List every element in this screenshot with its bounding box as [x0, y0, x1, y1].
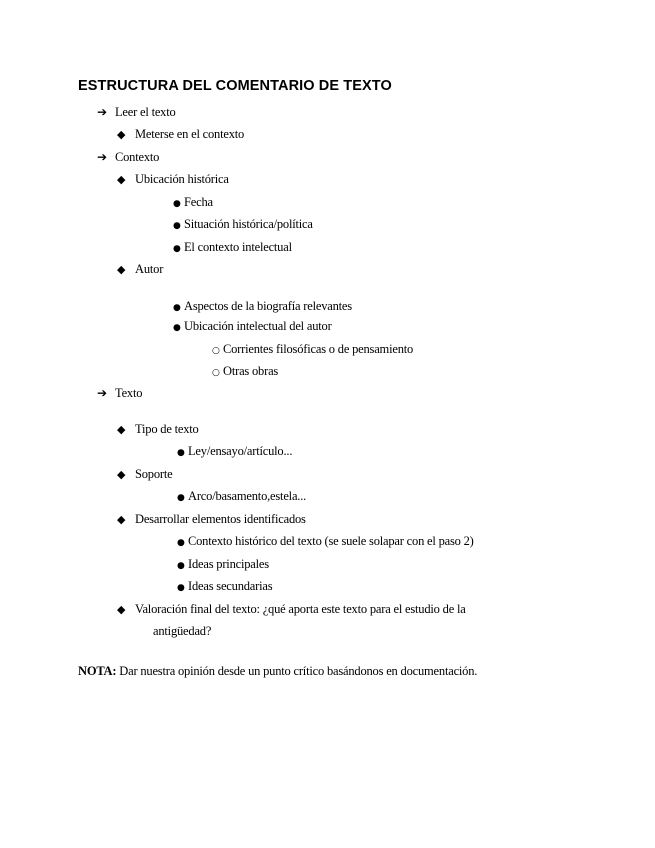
item-label: El contexto intelectual: [184, 240, 292, 254]
item-label: Corrientes filosóficas o de pensamiento: [223, 342, 414, 356]
list-item-desarrollar: [117, 511, 306, 528]
note-text: Dar nuestra opinión desde un punto crítico basándonos en documentación.: [116, 664, 478, 678]
item-label: Fecha: [184, 195, 213, 209]
diamond-bullet-icon: ◆: [117, 513, 126, 526]
dot-bullet-icon: ●: [177, 493, 185, 503]
diamond-bullet-icon: ◆: [117, 263, 126, 276]
item-label: Ideas principales: [188, 557, 269, 571]
arrow-bullet-icon: ➔: [97, 386, 107, 400]
item-label: Desarrollar elementos identificados: [135, 512, 306, 526]
list-item-autor: [117, 261, 163, 278]
diamond-bullet-icon: ◆: [117, 423, 126, 436]
diamond-bullet-icon: ◆: [117, 468, 126, 481]
item-label: Tipo de texto: [135, 422, 199, 436]
item-label: Autor: [135, 262, 164, 276]
dot-bullet-icon: ●: [173, 323, 181, 333]
document-title: ESTRUCTURA DEL COMENTARIO DE TEXTO: [78, 78, 392, 94]
list-item-ubicacion-intelectual: [173, 318, 332, 336]
item-label: Soporte: [135, 467, 173, 481]
item-label: Ubicación histórica: [135, 172, 229, 186]
item-label: Meterse en el contexto: [135, 127, 245, 141]
list-item-ideas-principales: [177, 556, 269, 574]
list-item-ley: [177, 443, 292, 461]
diamond-bullet-icon: ◆: [117, 173, 126, 186]
dot-bullet-icon: ●: [173, 303, 181, 313]
item-label: Arco/basamento,estela...: [188, 489, 307, 503]
item-label: Leer el texto: [115, 105, 176, 119]
list-item-arco: [177, 488, 306, 506]
list-item-texto: [97, 385, 142, 401]
list-item-meterse: [117, 126, 244, 143]
list-item-otras-obras: [212, 363, 278, 381]
list-item-valoracion: [117, 601, 466, 618]
list-item-situacion: [173, 216, 313, 234]
dot-bullet-icon: ●: [173, 221, 181, 231]
list-item-soporte: [117, 466, 173, 483]
item-label: Aspectos de la biografía relevantes: [184, 299, 352, 313]
item-label: Situación histórica/política: [184, 217, 313, 231]
list-item-fecha: [173, 194, 213, 212]
arrow-bullet-icon: ➔: [97, 105, 107, 119]
list-item-contexto-intelectual: [173, 239, 292, 257]
item-label: Ideas secundarias: [188, 579, 273, 593]
list-item-corrientes: [212, 341, 413, 359]
ring-bullet-icon: ○: [212, 346, 220, 356]
list-item-contexto: [97, 149, 159, 165]
dot-bullet-icon: ●: [173, 199, 181, 209]
item-label: Otras obras: [223, 364, 279, 378]
item-label: Valoración final del texto: ¿qué aporta este texto para el estudio de la: [135, 602, 466, 616]
note-label: NOTA:: [78, 664, 117, 678]
list-item-tipo: [117, 421, 199, 438]
list-item-aspectos: [173, 298, 352, 316]
item-label: Texto: [115, 386, 143, 400]
item-label: Contexto: [115, 150, 160, 164]
item-label: antigüedad?: [153, 624, 212, 638]
note-paragraph: [78, 663, 477, 679]
diamond-bullet-icon: ◆: [117, 128, 126, 141]
item-label: Contexto histórico del texto (se suele solapar con el paso 2): [188, 534, 474, 548]
diamond-bullet-icon: ◆: [117, 603, 126, 616]
arrow-bullet-icon: ➔: [97, 150, 107, 164]
list-item-ubicacion: [117, 171, 229, 188]
dot-bullet-icon: ●: [173, 244, 181, 254]
item-label: Ubicación intelectual del autor: [184, 319, 332, 333]
list-item-contexto-historico: [177, 533, 474, 551]
item-label: Ley/ensayo/artículo...: [188, 444, 293, 458]
list-item-leer: [97, 104, 176, 120]
ring-bullet-icon: ○: [212, 368, 220, 378]
dot-bullet-icon: ●: [177, 561, 185, 571]
dot-bullet-icon: ●: [177, 448, 185, 458]
dot-bullet-icon: ●: [177, 583, 185, 593]
list-item-valoracion-continuation: [153, 623, 211, 639]
dot-bullet-icon: ●: [177, 538, 185, 548]
list-item-ideas-secundarias: [177, 578, 272, 596]
